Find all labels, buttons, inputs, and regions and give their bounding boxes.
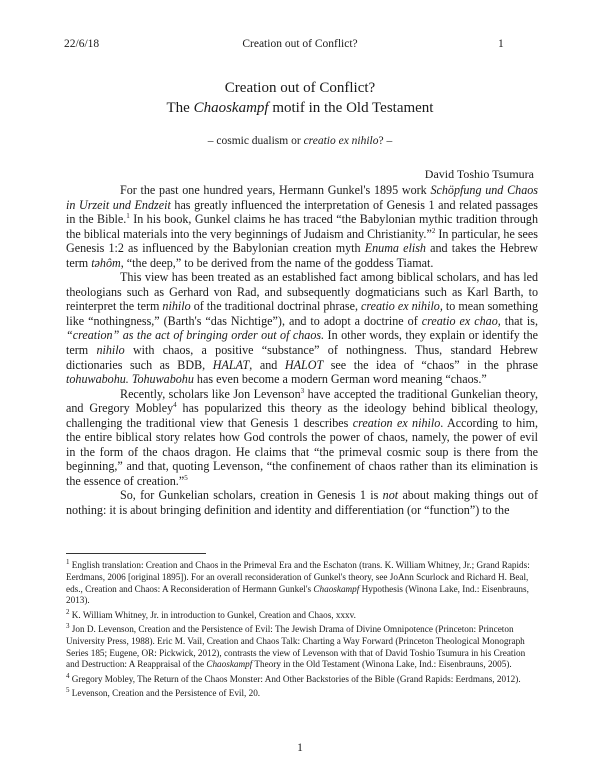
footnote-1 bbox=[66, 557, 538, 607]
footnote-5-text: Levenson, Creation and the Persistence of Evil, 20. bbox=[69, 687, 261, 698]
header-date: 22/6/18 bbox=[64, 38, 100, 50]
footnote-ref-3[interactable]: 3 bbox=[300, 386, 305, 395]
footnote-separator bbox=[66, 553, 206, 554]
p2-text-m: , and bbox=[249, 357, 285, 372]
footnotes bbox=[66, 557, 538, 702]
p4-italic-not: not bbox=[382, 488, 399, 503]
title-line-2-pre: The bbox=[166, 100, 194, 116]
footnote-5 bbox=[66, 685, 538, 700]
footnote-1-text-a: English translation: Creation and Chaos in the Primeval Era and the Eschaton (trans. K. William Whitney, Jr.; Grand Rapids: Eerdmans, 2006 [original 1895]). For an overall reconsideration of Gunkel's theory, see JoAnn Scurlock and Richard H. Beal, eds., Creation and Chaos: A Reconsideration of Hermann Gunkel's bbox=[66, 560, 530, 594]
p3-text-b: have accepted the traditional Gunkelian theory, and Gregory Mobley bbox=[66, 386, 538, 416]
p2-text-g: that is, bbox=[500, 313, 538, 328]
header-page-number: 1 bbox=[498, 38, 504, 50]
footnote-3 bbox=[66, 621, 538, 671]
p3-italic-creation-ex-nihilo: creation ex nihilo bbox=[352, 415, 441, 430]
p2-italic-nihilo: nihilo bbox=[162, 299, 191, 314]
paragraph-2 bbox=[66, 270, 538, 386]
p1-text-e: In particular, he sees Genesis 1:2 as influenced by the Babylonian creation myth bbox=[66, 226, 538, 256]
footnote-5-number: 5 bbox=[66, 685, 70, 694]
footnote-ref-1[interactable]: 1 bbox=[126, 212, 130, 221]
footnote-4-text: Gregory Mobley, The Return of the Chaos Monster: And Other Backstories of the Bible (Grand Rapids: Eerdmans, 2012). bbox=[69, 673, 521, 684]
p2-italic-halot: HALOT bbox=[284, 357, 324, 372]
p2-text-o: see the idea of “chaos” in the phrase bbox=[323, 357, 538, 372]
paragraph-3 bbox=[66, 387, 538, 489]
footer-page-number: 1 bbox=[297, 742, 303, 754]
p2-italic-creatio-ex-nihilo: creatio ex nihilo, bbox=[361, 299, 443, 314]
p2-italic-halat: HALAT bbox=[212, 357, 250, 372]
p1-text-d: In his book, Gunkel claims he has traced “the Babylonian mythic tradition through the biblical materials into the very beginnings of Judaism and Christianity.” bbox=[66, 212, 538, 241]
footnote-1-number: 1 bbox=[66, 557, 70, 566]
subtitle-post: ? – bbox=[378, 135, 393, 147]
p2-italic-nihilo-2: nihilo bbox=[96, 343, 125, 358]
footnote-4 bbox=[66, 671, 538, 686]
header-running-title: Creation out of Conflict? bbox=[242, 38, 358, 50]
p1-italic-tehom: təhôm bbox=[91, 255, 121, 270]
p1-text-c: has greatly influenced the interpretation of Genesis 1 and related passages in the Bible. bbox=[66, 197, 538, 227]
footnote-3-text-a: Jon D. Levenson, Creation and the Persistence of Evil: The Jewish Drama of Divine Omnipotence (Princeton: Princeton University Press, 1988). Eric M. Vail, Creation and Chaos Talk: Charting a Way Forward (Princeton Theological Monograph Series 185; Eugene, OR: Pickwick, 2012), contrasts the view of Levenson with that of David Toshio Tsumura in his Creation and Destruction: A Reappraisal of the bbox=[66, 623, 526, 670]
subtitle-italic: creatio ex nihilo bbox=[303, 135, 379, 147]
p3-text-c: has popularized this theory as the ideology behind biblical theology, challenging the traditional view that Genesis 1 describes bbox=[66, 401, 538, 430]
p4-text-c: about making things out of nothing: it is about bringing definition and identity and differentiation (or “function”) to the bbox=[66, 488, 538, 518]
p2-text-q: has even become a modern German word meaning “chaos.” bbox=[193, 372, 487, 387]
footnote-3-text-c: Theory in the Old Testament (Winona Lake, Ind.: Eisenbrauns, 2005). bbox=[252, 659, 512, 670]
body-text bbox=[66, 183, 538, 518]
footnote-2 bbox=[66, 607, 538, 622]
paragraph-1 bbox=[66, 183, 538, 270]
p3-text-a: Recently, scholars like Jon Levenson bbox=[120, 386, 301, 401]
footnote-3-number: 3 bbox=[66, 621, 70, 630]
footnote-3-italic: Chaoskampf bbox=[206, 659, 253, 670]
p4-text-a: So, for Gunkelian scholars, creation in Genesis 1 is bbox=[120, 488, 383, 503]
p2-text-k: with chaos, a positive “substance” of nothingness. Thus, standard Hebrew dictionaries such as BDB, bbox=[66, 343, 538, 372]
footnote-ref-2[interactable]: 2 bbox=[431, 226, 436, 235]
title-line-2 bbox=[0, 100, 600, 117]
title-line-2-italic: Chaoskampf bbox=[193, 100, 269, 116]
footnote-1-text-c: Hypothesis (Winona Lake, Ind.: Eisenbrauns, 2013). bbox=[66, 583, 529, 606]
p3-text-e: . According to him, the entire biblical story relates how God controls the power of chaos, namely, the power of evil in the form of the chaos dragon. He claims that “the primeval cosmic soup is there from the beginning,” and that, quoting Levenson, “the confinement of chaos rather than its elimination is the essence of creation.” bbox=[66, 415, 539, 488]
p1-text-g: and takes the Hebrew term bbox=[66, 241, 538, 270]
subtitle bbox=[0, 135, 600, 147]
footnote-2-number: 2 bbox=[66, 607, 70, 616]
footnote-1-italic: Chaoskampf bbox=[313, 583, 360, 594]
p2-italic-tohuwabohu: tohuwabohu. Tohuwabohu bbox=[66, 372, 194, 387]
footnote-ref-5[interactable]: 5 bbox=[184, 473, 188, 482]
title-line-1: Creation out of Conflict? bbox=[224, 80, 376, 96]
p1-text-a: For the past one hundred years, Hermann Gunkel's 1895 work bbox=[120, 183, 431, 197]
title-line-2-post: motif in the Old Testament bbox=[268, 100, 434, 116]
p2-italic-creation-definition: “creation” as the act of bringing order out of chaos. bbox=[66, 328, 325, 343]
footnote-4-number: 4 bbox=[66, 671, 70, 680]
paragraph-4 bbox=[66, 488, 538, 517]
p2-text-i: In other words, they explain or identify the term bbox=[66, 328, 538, 358]
subtitle-pre: – cosmic dualism or bbox=[207, 135, 304, 147]
p2-italic-creatio-ex-chao: creatio ex chao, bbox=[421, 313, 501, 328]
author-name: David Toshio Tsumura bbox=[424, 167, 534, 181]
p2-text-c: of the traditional doctrinal phrase, bbox=[190, 299, 362, 314]
footnote-ref-4[interactable]: 4 bbox=[173, 401, 177, 410]
p1-italic-enuma-elish: Enuma elish bbox=[364, 241, 426, 256]
footnote-2-text: K. William Whitney, Jr. in introduction to Gunkel, Creation and Chaos, xxxv. bbox=[69, 609, 356, 620]
p1-italic-work-title: Schöpfung und Chaos in Urzeit und Endzeit bbox=[66, 183, 538, 212]
p1-text-i: , “the deep,” to be derived from the name of the goddess Tiamat. bbox=[120, 255, 434, 270]
p2-text-e: to mean something like “nothingness,” (Barth's “das Nichtige”), and to adopt a doctrine of bbox=[66, 299, 538, 328]
p2-text-a: This view has been treated as an established fact among biblical scholars, and has led theologians such as Gerhard von Rad, and subsequently dogmaticians such as Karl Barth, to reinterpret the term bbox=[66, 270, 538, 314]
